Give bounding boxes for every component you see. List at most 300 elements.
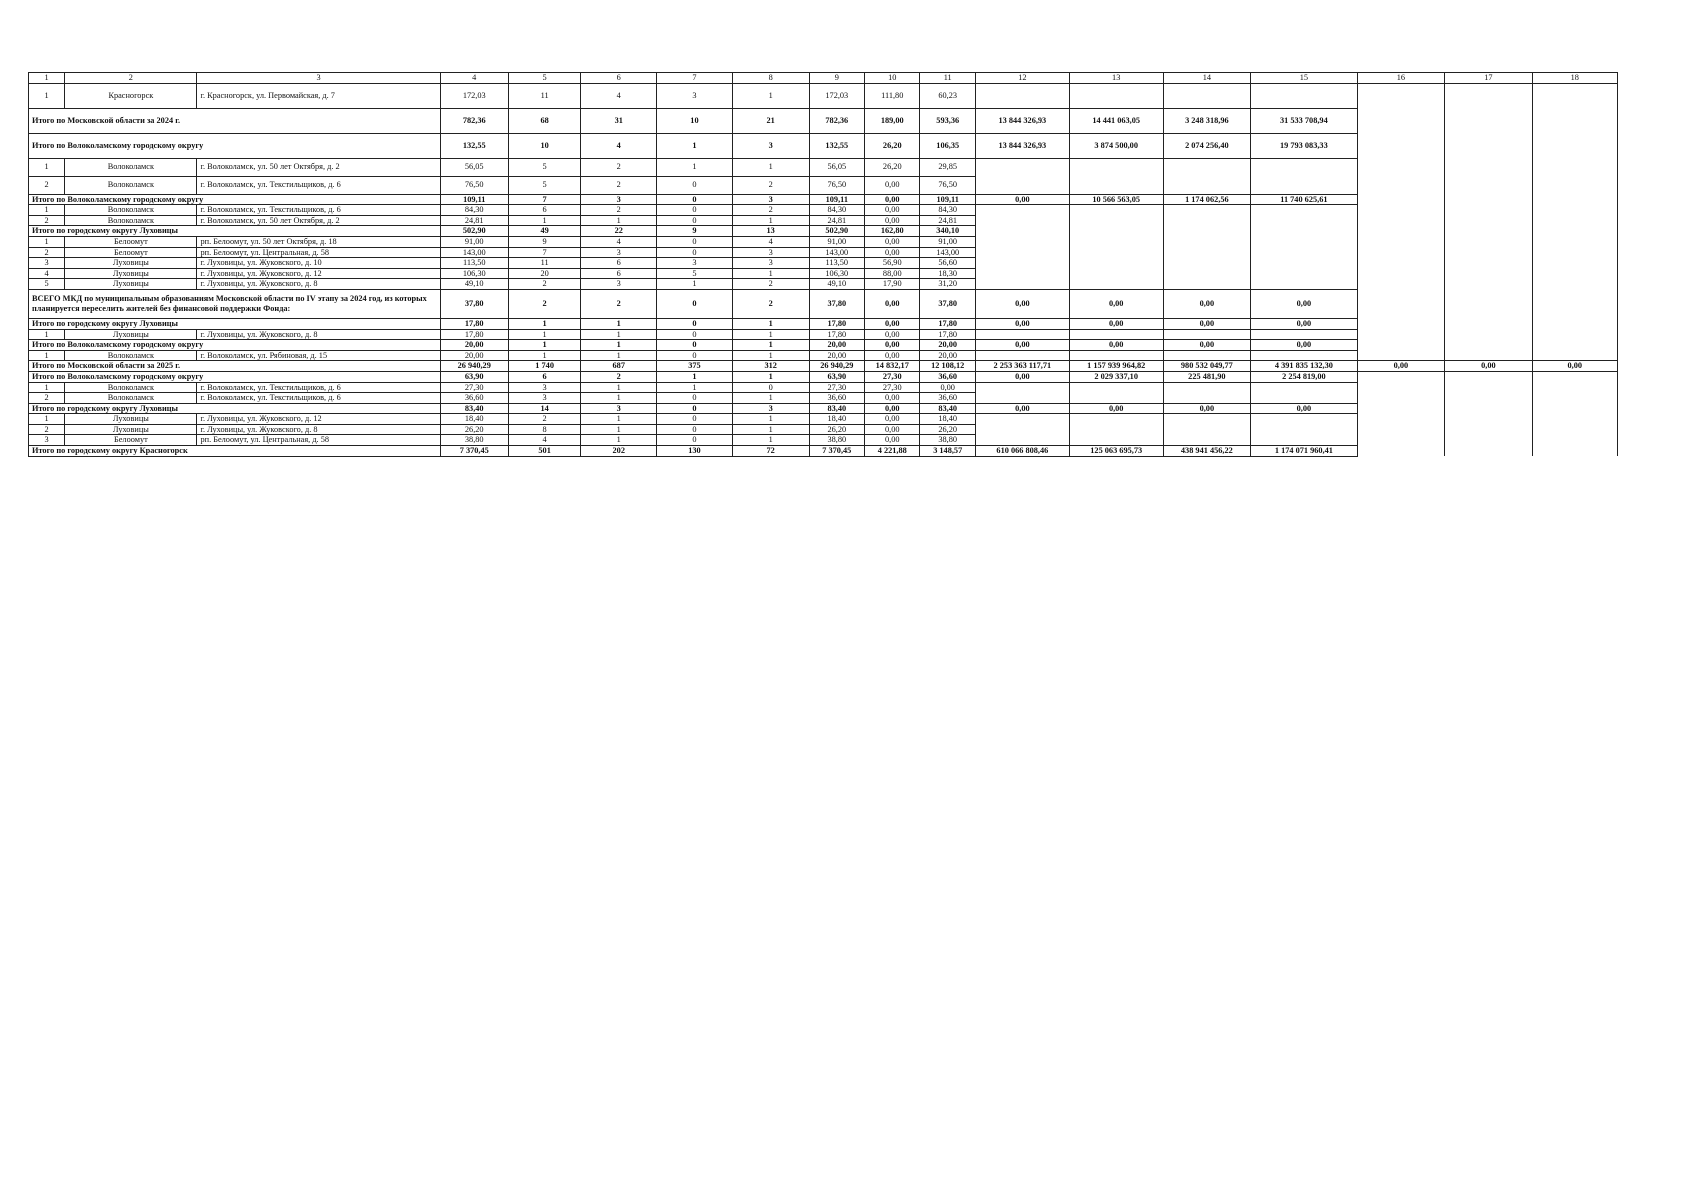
value-cell-col-10: 26,20 bbox=[865, 158, 920, 176]
subtotal-row bbox=[29, 446, 1618, 457]
funding-cell-col-15 bbox=[1251, 279, 1358, 290]
column-number-15: 15 bbox=[1251, 73, 1358, 84]
funding-cell-col-13: 0,00 bbox=[1069, 289, 1163, 318]
column-number-8: 8 bbox=[732, 73, 809, 84]
extra-cell-col-18 bbox=[1532, 340, 1617, 351]
value-cell-col-8: 1 bbox=[732, 414, 809, 425]
funding-cell-col-14 bbox=[1163, 393, 1250, 404]
funding-cell-col-12 bbox=[975, 435, 1069, 446]
funding-cell-col-14: 0,00 bbox=[1163, 318, 1250, 329]
extra-cell-col-18 bbox=[1532, 176, 1617, 194]
value-cell-col-9: 27,30 bbox=[809, 382, 864, 393]
value-cell-col-5: 68 bbox=[508, 108, 581, 133]
municipality-cell: Луховицы bbox=[65, 414, 197, 425]
extra-cell-col-18 bbox=[1532, 435, 1617, 446]
column-number-row bbox=[29, 73, 1618, 84]
municipality-cell: Луховицы bbox=[65, 329, 197, 340]
funding-cell-col-14 bbox=[1163, 382, 1250, 393]
extra-cell-col-16 bbox=[1357, 318, 1444, 329]
value-cell-col-11: 56,60 bbox=[920, 258, 975, 269]
funding-cell-col-13 bbox=[1069, 158, 1163, 176]
value-cell-col-6: 3 bbox=[581, 403, 657, 414]
value-cell-col-9: 26,20 bbox=[809, 424, 864, 435]
value-cell-col-8: 1 bbox=[732, 329, 809, 340]
row-number: 2 bbox=[29, 215, 65, 226]
municipality-cell: Волоколамск bbox=[65, 215, 197, 226]
value-cell-col-8: 2 bbox=[732, 176, 809, 194]
extra-cell-col-18 bbox=[1532, 424, 1617, 435]
value-cell-col-6: 6 bbox=[581, 258, 657, 269]
value-cell-col-6: 2 bbox=[581, 176, 657, 194]
value-cell-col-11: 18,40 bbox=[920, 414, 975, 425]
municipality-cell: Белоомут bbox=[65, 247, 197, 258]
value-cell-col-7: 0 bbox=[657, 435, 733, 446]
funding-cell-col-15 bbox=[1251, 258, 1358, 269]
value-cell-col-7: 0 bbox=[657, 289, 733, 318]
value-cell-col-4: 24,81 bbox=[440, 215, 508, 226]
value-cell-col-7: 0 bbox=[657, 205, 733, 216]
extra-cell-col-17 bbox=[1445, 329, 1532, 340]
funding-cell-col-13: 3 874 500,00 bbox=[1069, 133, 1163, 158]
funding-cell-col-12: 0,00 bbox=[975, 403, 1069, 414]
funding-cell-col-14 bbox=[1163, 350, 1250, 361]
row-number: 1 bbox=[29, 83, 65, 108]
value-cell-col-7: 0 bbox=[657, 329, 733, 340]
extra-cell-col-17 bbox=[1445, 268, 1532, 279]
value-cell-col-5: 10 bbox=[508, 133, 581, 158]
table-row bbox=[29, 247, 1618, 258]
value-cell-col-6: 2 bbox=[581, 371, 657, 382]
municipality-cell: Луховицы bbox=[65, 424, 197, 435]
value-cell-col-10: 0,00 bbox=[865, 403, 920, 414]
funding-cell-col-12: 13 844 326,93 bbox=[975, 108, 1069, 133]
funding-cell-col-15 bbox=[1251, 226, 1358, 237]
funding-cell-col-15 bbox=[1251, 247, 1358, 258]
value-cell-col-4: 143,00 bbox=[440, 247, 508, 258]
funding-cell-col-13 bbox=[1069, 215, 1163, 226]
municipality-cell: Волоколамск bbox=[65, 393, 197, 404]
value-cell-col-10: 27,30 bbox=[865, 382, 920, 393]
extra-cell-col-17 bbox=[1445, 158, 1532, 176]
address-cell: г. Волоколамск, ул. Текстильщиков, д. 6 bbox=[197, 176, 440, 194]
extra-cell-col-18: 0,00 bbox=[1532, 361, 1617, 372]
value-cell-col-7: 0 bbox=[657, 236, 733, 247]
subtotal-label: Итого по Московской области за 2024 г. bbox=[29, 108, 441, 133]
value-cell-col-8: 1 bbox=[732, 350, 809, 361]
extra-cell-col-17 bbox=[1445, 414, 1532, 425]
value-cell-col-5: 3 bbox=[508, 393, 581, 404]
value-cell-col-6: 2 bbox=[581, 289, 657, 318]
value-cell-col-7: 0 bbox=[657, 403, 733, 414]
value-cell-col-11: 109,11 bbox=[920, 194, 975, 205]
subtotal-row bbox=[29, 133, 1618, 158]
row-number: 2 bbox=[29, 424, 65, 435]
funding-cell-col-14: 3 248 318,96 bbox=[1163, 108, 1250, 133]
column-number-5: 5 bbox=[508, 73, 581, 84]
value-cell-col-11: 17,80 bbox=[920, 318, 975, 329]
address-cell: г. Луховицы, ул. Жуковского, д. 8 bbox=[197, 329, 440, 340]
value-cell-col-11: 84,30 bbox=[920, 205, 975, 216]
value-cell-col-11: 143,00 bbox=[920, 247, 975, 258]
extra-cell-col-18 bbox=[1532, 329, 1617, 340]
extra-cell-col-16 bbox=[1357, 279, 1444, 290]
funding-cell-col-12 bbox=[975, 414, 1069, 425]
funding-cell-col-13 bbox=[1069, 435, 1163, 446]
table-row bbox=[29, 329, 1618, 340]
address-cell: г. Волоколамск, ул. Текстильщиков, д. 6 bbox=[197, 382, 440, 393]
funding-cell-col-15 bbox=[1251, 268, 1358, 279]
value-cell-col-5: 1 bbox=[508, 350, 581, 361]
funding-cell-col-14 bbox=[1163, 414, 1250, 425]
value-cell-col-6: 3 bbox=[581, 194, 657, 205]
row-number: 5 bbox=[29, 279, 65, 290]
funding-cell-col-13 bbox=[1069, 205, 1163, 216]
value-cell-col-8: 13 bbox=[732, 226, 809, 237]
funding-cell-col-12: 0,00 bbox=[975, 289, 1069, 318]
value-cell-col-11: 60,23 bbox=[920, 83, 975, 108]
extra-cell-col-16 bbox=[1357, 205, 1444, 216]
value-cell-col-4: 49,10 bbox=[440, 279, 508, 290]
funding-cell-col-14: 980 532 049,77 bbox=[1163, 361, 1250, 372]
value-cell-col-11: 12 108,12 bbox=[920, 361, 975, 372]
value-cell-col-9: 84,30 bbox=[809, 205, 864, 216]
value-cell-col-5: 20 bbox=[508, 268, 581, 279]
extra-cell-col-17 bbox=[1445, 176, 1532, 194]
extra-cell-col-16 bbox=[1357, 371, 1444, 382]
extra-cell-col-17 bbox=[1445, 194, 1532, 205]
value-cell-col-9: 83,40 bbox=[809, 403, 864, 414]
value-cell-col-6: 31 bbox=[581, 108, 657, 133]
funding-cell-col-14 bbox=[1163, 258, 1250, 269]
table-row bbox=[29, 268, 1618, 279]
municipality-cell: Волоколамск bbox=[65, 176, 197, 194]
extra-cell-col-16 bbox=[1357, 247, 1444, 258]
value-cell-col-6: 1 bbox=[581, 350, 657, 361]
funding-cell-col-15: 0,00 bbox=[1251, 289, 1358, 318]
extra-cell-col-18 bbox=[1532, 350, 1617, 361]
funding-cell-col-15 bbox=[1251, 215, 1358, 226]
value-cell-col-11: 3 148,57 bbox=[920, 446, 975, 457]
municipality-cell: Красногорск bbox=[65, 83, 197, 108]
extra-cell-col-16 bbox=[1357, 268, 1444, 279]
row-number: 1 bbox=[29, 205, 65, 216]
value-cell-col-10: 88,00 bbox=[865, 268, 920, 279]
extra-cell-col-17 bbox=[1445, 247, 1532, 258]
funding-cell-col-13 bbox=[1069, 414, 1163, 425]
value-cell-col-9: 49,10 bbox=[809, 279, 864, 290]
value-cell-col-9: 36,60 bbox=[809, 393, 864, 404]
value-cell-col-5: 1 bbox=[508, 329, 581, 340]
value-cell-col-7: 0 bbox=[657, 414, 733, 425]
value-cell-col-4: 109,11 bbox=[440, 194, 508, 205]
subtotal-label: Итого по Волоколамскому городскому округу bbox=[29, 133, 441, 158]
value-cell-col-4: 502,90 bbox=[440, 226, 508, 237]
address-cell: г. Луховицы, ул. Жуковского, д. 12 bbox=[197, 414, 440, 425]
address-cell: г. Луховицы, ул. Жуковского, д. 10 bbox=[197, 258, 440, 269]
value-cell-col-8: 2 bbox=[732, 279, 809, 290]
value-cell-col-8: 312 bbox=[732, 361, 809, 372]
address-cell: рп. Белоомут, ул. 50 лет Октября, д. 18 bbox=[197, 236, 440, 247]
extra-cell-col-18 bbox=[1532, 289, 1617, 318]
value-cell-col-10: 0,00 bbox=[865, 176, 920, 194]
extra-cell-col-16 bbox=[1357, 424, 1444, 435]
document-sheet bbox=[28, 72, 1618, 457]
value-cell-col-5: 2 bbox=[508, 279, 581, 290]
subtotal-label: Итого по городскому округу Луховицы bbox=[29, 226, 441, 237]
subtotal-label: Итого по Московской области за 2025 г. bbox=[29, 361, 441, 372]
funding-cell-col-13: 2 029 337,10 bbox=[1069, 371, 1163, 382]
value-cell-col-10: 0,00 bbox=[865, 194, 920, 205]
funding-cell-col-15: 0,00 bbox=[1251, 403, 1358, 414]
row-number: 4 bbox=[29, 268, 65, 279]
value-cell-col-6: 1 bbox=[581, 414, 657, 425]
value-cell-col-10: 0,00 bbox=[865, 289, 920, 318]
value-cell-col-5: 3 bbox=[508, 382, 581, 393]
funding-cell-col-12 bbox=[975, 176, 1069, 194]
value-cell-col-7: 9 bbox=[657, 226, 733, 237]
funding-cell-col-14 bbox=[1163, 279, 1250, 290]
funding-cell-col-13 bbox=[1069, 226, 1163, 237]
funding-cell-col-13: 10 566 563,05 bbox=[1069, 194, 1163, 205]
funding-cell-col-14: 0,00 bbox=[1163, 403, 1250, 414]
value-cell-col-9: 38,80 bbox=[809, 435, 864, 446]
funding-cell-col-13 bbox=[1069, 176, 1163, 194]
row-number: 1 bbox=[29, 414, 65, 425]
funding-cell-col-15 bbox=[1251, 236, 1358, 247]
subtotal-row bbox=[29, 108, 1618, 133]
value-cell-col-11: 31,20 bbox=[920, 279, 975, 290]
funding-cell-col-14: 1 174 062,56 bbox=[1163, 194, 1250, 205]
value-cell-col-8: 1 bbox=[732, 268, 809, 279]
funding-cell-col-14 bbox=[1163, 205, 1250, 216]
row-number: 3 bbox=[29, 435, 65, 446]
column-number-11: 11 bbox=[920, 73, 975, 84]
address-cell: г. Луховицы, ул. Жуковского, д. 12 bbox=[197, 268, 440, 279]
address-cell: г. Волоколамск, ул. 50 лет Октября, д. 2 bbox=[197, 158, 440, 176]
extra-cell-col-16 bbox=[1357, 258, 1444, 269]
table-row bbox=[29, 414, 1618, 425]
extra-cell-col-18 bbox=[1532, 371, 1617, 382]
funding-cell-col-12 bbox=[975, 393, 1069, 404]
value-cell-col-5: 1 740 bbox=[508, 361, 581, 372]
extra-cell-col-16 bbox=[1357, 340, 1444, 351]
value-cell-col-11: 0,00 bbox=[920, 382, 975, 393]
value-cell-col-11: 593,36 bbox=[920, 108, 975, 133]
column-number-2: 2 bbox=[65, 73, 197, 84]
funding-cell-col-12 bbox=[975, 350, 1069, 361]
value-cell-col-7: 0 bbox=[657, 194, 733, 205]
extra-cell-col-16: 0,00 bbox=[1357, 361, 1444, 372]
funding-cell-col-15 bbox=[1251, 350, 1358, 361]
funding-cell-col-15 bbox=[1251, 424, 1358, 435]
value-cell-col-8: 3 bbox=[732, 403, 809, 414]
value-cell-col-8: 1 bbox=[732, 215, 809, 226]
value-cell-col-10: 0,00 bbox=[865, 350, 920, 361]
funding-cell-col-14: 438 941 456,22 bbox=[1163, 446, 1250, 457]
funding-cell-col-14 bbox=[1163, 247, 1250, 258]
funding-cell-col-12: 610 066 808,46 bbox=[975, 446, 1069, 457]
value-cell-col-6: 1 bbox=[581, 393, 657, 404]
value-cell-col-6: 2 bbox=[581, 205, 657, 216]
funding-cell-col-15: 0,00 bbox=[1251, 340, 1358, 351]
value-cell-col-9: 106,30 bbox=[809, 268, 864, 279]
funding-cell-col-13: 0,00 bbox=[1069, 340, 1163, 351]
value-cell-col-8: 1 bbox=[732, 435, 809, 446]
value-cell-col-9: 132,55 bbox=[809, 133, 864, 158]
extra-cell-col-18 bbox=[1532, 83, 1617, 108]
table-row bbox=[29, 382, 1618, 393]
funding-cell-col-13 bbox=[1069, 279, 1163, 290]
extra-cell-col-16 bbox=[1357, 446, 1444, 457]
extra-cell-col-18 bbox=[1532, 205, 1617, 216]
column-number-17: 17 bbox=[1445, 73, 1532, 84]
value-cell-col-11: 26,20 bbox=[920, 424, 975, 435]
funding-cell-col-13: 14 441 063,05 bbox=[1069, 108, 1163, 133]
value-cell-col-9: 56,05 bbox=[809, 158, 864, 176]
funding-cell-col-14 bbox=[1163, 236, 1250, 247]
table-row bbox=[29, 279, 1618, 290]
municipality-cell: Волоколамск bbox=[65, 350, 197, 361]
extra-cell-col-17 bbox=[1445, 226, 1532, 237]
value-cell-col-8: 1 bbox=[732, 424, 809, 435]
value-cell-col-6: 1 bbox=[581, 435, 657, 446]
row-number: 2 bbox=[29, 247, 65, 258]
funding-cell-col-15: 11 740 625,61 bbox=[1251, 194, 1358, 205]
funding-cell-col-15 bbox=[1251, 435, 1358, 446]
extra-cell-col-17 bbox=[1445, 318, 1532, 329]
column-number-12: 12 bbox=[975, 73, 1069, 84]
funding-cell-col-12 bbox=[975, 83, 1069, 108]
value-cell-col-11: 91,00 bbox=[920, 236, 975, 247]
table-row bbox=[29, 83, 1618, 108]
extra-cell-col-16 bbox=[1357, 158, 1444, 176]
funding-cell-col-12: 0,00 bbox=[975, 318, 1069, 329]
funding-cell-col-14 bbox=[1163, 268, 1250, 279]
value-cell-col-11: 20,00 bbox=[920, 340, 975, 351]
value-cell-col-5: 6 bbox=[508, 205, 581, 216]
value-cell-col-4: 26 940,29 bbox=[440, 361, 508, 372]
extra-cell-col-18 bbox=[1532, 403, 1617, 414]
value-cell-col-4: 17,80 bbox=[440, 318, 508, 329]
municipality-cell: Белоомут bbox=[65, 435, 197, 446]
value-cell-col-5: 501 bbox=[508, 446, 581, 457]
value-cell-col-9: 91,00 bbox=[809, 236, 864, 247]
value-cell-col-9: 18,40 bbox=[809, 414, 864, 425]
value-cell-col-8: 0 bbox=[732, 382, 809, 393]
municipality-cell: Луховицы bbox=[65, 268, 197, 279]
table-row bbox=[29, 258, 1618, 269]
extra-cell-col-17 bbox=[1445, 258, 1532, 269]
extra-cell-col-18 bbox=[1532, 318, 1617, 329]
funding-cell-col-13 bbox=[1069, 350, 1163, 361]
value-cell-col-6: 1 bbox=[581, 382, 657, 393]
value-cell-col-6: 6 bbox=[581, 268, 657, 279]
subtotal-row bbox=[29, 318, 1618, 329]
funding-cell-col-13: 125 063 695,73 bbox=[1069, 446, 1163, 457]
funding-cell-col-13 bbox=[1069, 258, 1163, 269]
value-cell-col-4: 91,00 bbox=[440, 236, 508, 247]
extra-cell-col-17 bbox=[1445, 133, 1532, 158]
value-cell-col-9: 63,90 bbox=[809, 371, 864, 382]
value-cell-col-6: 22 bbox=[581, 226, 657, 237]
funding-cell-col-15 bbox=[1251, 176, 1358, 194]
value-cell-col-7: 0 bbox=[657, 215, 733, 226]
value-cell-col-5: 7 bbox=[508, 247, 581, 258]
value-cell-col-11: 36,60 bbox=[920, 393, 975, 404]
address-cell: г. Красногорск, ул. Первомайская, д. 7 bbox=[197, 83, 440, 108]
extra-cell-col-16 bbox=[1357, 435, 1444, 446]
extra-cell-col-17 bbox=[1445, 382, 1532, 393]
value-cell-col-11: 17,80 bbox=[920, 329, 975, 340]
value-cell-col-9: 782,36 bbox=[809, 108, 864, 133]
value-cell-col-5: 9 bbox=[508, 236, 581, 247]
value-cell-col-5: 1 bbox=[508, 318, 581, 329]
column-number-4: 4 bbox=[440, 73, 508, 84]
funding-cell-col-12: 0,00 bbox=[975, 371, 1069, 382]
value-cell-col-9: 37,80 bbox=[809, 289, 864, 318]
extra-cell-col-18 bbox=[1532, 268, 1617, 279]
column-number-14: 14 bbox=[1163, 73, 1250, 84]
subtotal-row bbox=[29, 371, 1618, 382]
funding-cell-col-12 bbox=[975, 382, 1069, 393]
subtotal-label: Итого по городскому округу Луховицы bbox=[29, 318, 441, 329]
funding-cell-col-14: 225 481,90 bbox=[1163, 371, 1250, 382]
value-cell-col-8: 1 bbox=[732, 318, 809, 329]
value-cell-col-6: 1 bbox=[581, 318, 657, 329]
funding-cell-col-12 bbox=[975, 424, 1069, 435]
row-number: 2 bbox=[29, 176, 65, 194]
funding-cell-col-12: 13 844 326,93 bbox=[975, 133, 1069, 158]
funding-cell-col-15 bbox=[1251, 205, 1358, 216]
value-cell-col-4: 26,20 bbox=[440, 424, 508, 435]
funding-cell-col-13 bbox=[1069, 83, 1163, 108]
subtotal-row bbox=[29, 194, 1618, 205]
subtotal-label: Итого по городскому округу Красногорск bbox=[29, 446, 441, 457]
value-cell-col-4: 7 370,45 bbox=[440, 446, 508, 457]
municipality-cell: Луховицы bbox=[65, 279, 197, 290]
value-cell-col-8: 3 bbox=[732, 247, 809, 258]
extra-cell-col-18 bbox=[1532, 393, 1617, 404]
value-cell-col-7: 1 bbox=[657, 279, 733, 290]
funding-cell-col-13 bbox=[1069, 268, 1163, 279]
column-number-6: 6 bbox=[581, 73, 657, 84]
value-cell-col-6: 202 bbox=[581, 446, 657, 457]
column-number-18: 18 bbox=[1532, 73, 1617, 84]
value-cell-col-10: 0,00 bbox=[865, 393, 920, 404]
extra-cell-col-16 bbox=[1357, 403, 1444, 414]
value-cell-col-6: 2 bbox=[581, 158, 657, 176]
municipality-cell: Белоомут bbox=[65, 236, 197, 247]
funding-cell-col-12 bbox=[975, 226, 1069, 237]
funding-cell-col-14 bbox=[1163, 329, 1250, 340]
address-cell: г. Луховицы, ул. Жуковского, д. 8 bbox=[197, 424, 440, 435]
extra-cell-col-16 bbox=[1357, 329, 1444, 340]
value-cell-col-7: 1 bbox=[657, 158, 733, 176]
value-cell-col-5: 11 bbox=[508, 83, 581, 108]
subtotal-row bbox=[29, 361, 1618, 372]
extra-cell-col-17 bbox=[1445, 83, 1532, 108]
table-row bbox=[29, 350, 1618, 361]
value-cell-col-5: 11 bbox=[508, 258, 581, 269]
value-cell-col-8: 21 bbox=[732, 108, 809, 133]
value-cell-col-4: 76,50 bbox=[440, 176, 508, 194]
value-cell-col-7: 0 bbox=[657, 424, 733, 435]
subtotal-row bbox=[29, 340, 1618, 351]
funding-cell-col-15: 4 391 835 132,30 bbox=[1251, 361, 1358, 372]
extra-cell-col-16 bbox=[1357, 289, 1444, 318]
value-cell-col-9: 76,50 bbox=[809, 176, 864, 194]
extra-cell-col-18 bbox=[1532, 247, 1617, 258]
